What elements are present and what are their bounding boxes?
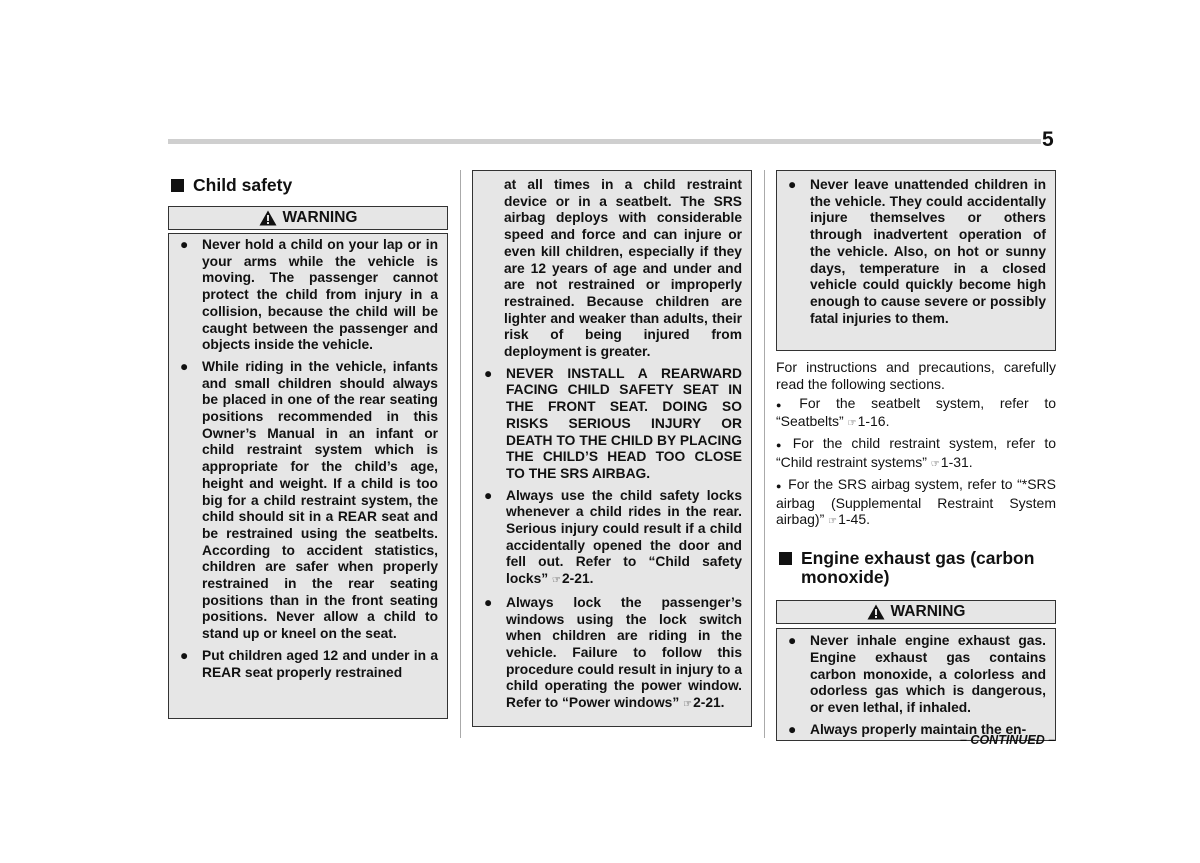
reference-page[interactable]: 1-45. xyxy=(838,511,871,528)
reference-icon: ☞ xyxy=(828,516,838,528)
warning-item: ● Always properly maintain the en- xyxy=(788,721,1027,737)
warning-box-unattended xyxy=(776,170,1056,351)
instruction-item: ● For the seatbelt system, refer to “Seatbelts” ☞1-16. xyxy=(776,394,1057,430)
warning-triangle-icon xyxy=(867,604,885,620)
reference-icon: ☞ xyxy=(930,458,940,470)
section-heading-exhaust: Engine exhaust gas (carbon monoxide) xyxy=(776,549,1056,587)
reference-page[interactable]: 2-21. xyxy=(693,695,725,711)
reference-icon: ☞ xyxy=(552,575,561,587)
section-heading-child-safety: Child safety xyxy=(168,176,448,195)
warning-box-exhaust xyxy=(776,628,1056,741)
column-divider xyxy=(460,170,461,738)
column-3 xyxy=(776,170,1056,741)
continued-marker: – CONTINUED – xyxy=(960,733,1056,747)
warning-continuation: at all times in a child restraint device or in a seatbelt. The SRS airbag deploys with considerable speed and force and can injure or even kill children, especially if they are 12 years of age and under and are not restrained or improperly restrained. Because children are lighter and weaker than adults, their risk of being injured from deployment is greater. xyxy=(504,177,742,360)
heading-square-icon xyxy=(779,552,792,565)
reference-page[interactable]: 1-16. xyxy=(857,413,890,430)
warning-box-continued xyxy=(472,170,752,727)
warning-item: ● NEVER INSTALL A REARWARD FACING CHILD SAFETY SEAT IN THE FRONT SEAT. DOING SO RISKS SERIOUS INJURY OR DEATH TO THE CHILD BY PLACING THE CHILD’S HEAD TOO CLOSE TO THE SRS AIRBAG. xyxy=(484,365,742,481)
reference-icon: ☞ xyxy=(683,699,693,711)
instructions-intro: For instructions and precautions, carefully read the following sections. xyxy=(776,359,1056,392)
warning-item: ● Never hold a child on your lap or in your arms while the vehicle is moving. The passenger cannot protect the child from injury in a collision, because the child will be caught between the passenger and objects inside the vehicle. xyxy=(180,237,438,353)
warning-header: WARNING xyxy=(168,206,448,230)
warning-item: ● Always use the child safety locks whenever a child rides in the rear. Serious injury could result if a child accidentally opened the door and fell out. Refer to “Child safety locks” ☞2-21. xyxy=(484,487,742,587)
warning-item: ● While riding in the vehicle, infants and small children should always be placed in one of the rear seating positions recommended in this Owner’s Manual in an infant or child restraint system which is appropriate for the child’s age, height and weight. If a child is too big for a child restraint system, the child should sit in a REAR seat and be restrained using the seatbelts. According to accident statistics, children are safer when properly restrained in the rear seating positions than in the front seating positions. Never allow a child to stand up or kneel on the seat. xyxy=(180,358,438,642)
warning-header: WARNING xyxy=(776,600,1056,624)
column-1 xyxy=(168,170,448,719)
reference-page[interactable]: 1-31. xyxy=(940,453,973,470)
instruction-item: ● For the SRS airbag system, refer to “*SRS airbag (Supplemental Restraint System airbag)” ☞1-45. xyxy=(776,475,1056,528)
page-number: 5 xyxy=(1042,128,1054,151)
warning-item: ● Never inhale engine exhaust gas. Engine exhaust gas contains carbon monoxide, a colorless and odorless gas which is dangerous, or even lethal, if inhaled. xyxy=(788,633,1046,715)
column-divider xyxy=(764,170,765,738)
column-2 xyxy=(472,170,752,727)
warning-triangle-icon xyxy=(259,210,277,226)
warning-item: ● Always lock the passenger’s windows using the lock switch when children are riding in the vehicle. Failure to follow this procedure could result in injury to a child operating the power window. Refer to “Power windows” ☞2-21. xyxy=(484,594,742,711)
header-rule xyxy=(168,139,1041,144)
warning-item: ● Put children aged 12 and under in a REAR seat properly restrained xyxy=(180,647,438,680)
heading-square-icon xyxy=(171,179,184,192)
warning-item: ● Never leave unattended children in the vehicle. They could accidentally injure themselves or others through inadvertent operation of the vehicle. Also, on hot or sunny days, temperature in a closed vehicle could quickly become high enough to cause severe or possibly fatal injuries to them. xyxy=(788,177,1046,326)
instruction-item: ● For the child restraint system, refer to “Child restraint systems” ☞1-31. xyxy=(776,435,1057,470)
warning-box-child-safety xyxy=(168,233,448,719)
reference-page[interactable]: 2-21. xyxy=(562,571,594,587)
reference-icon: ☞ xyxy=(847,418,857,430)
